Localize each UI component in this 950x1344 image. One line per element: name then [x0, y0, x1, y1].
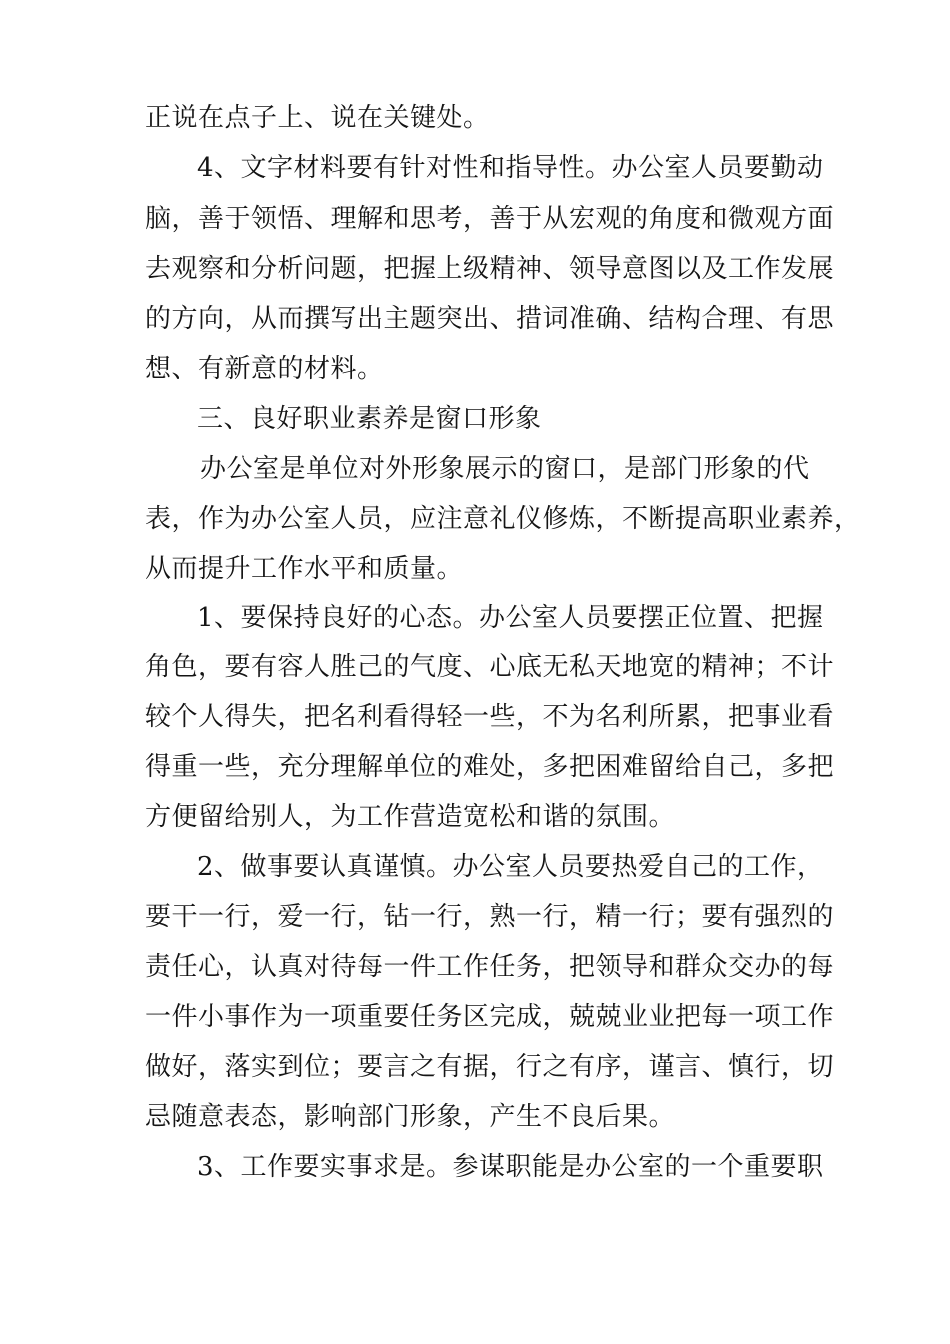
text-line: 3、工作要实事求是。参谋职能是办公室的一个重要职 [197, 1152, 824, 1182]
text-line: 角色，要有容人胜己的气度、心底无私天地宽的精神；不计 [145, 652, 835, 682]
text-line: 方便留给别人，为工作营造宽松和谐的氛围。 [145, 802, 676, 832]
text-line: 想、有新意的材料。 [145, 354, 384, 384]
section-heading: 三、良好职业素养是窗口形象 [197, 404, 542, 434]
text-line: 4、文字材料要有针对性和指导性。办公室人员要勤动 [197, 153, 824, 183]
text-line: 正说在点子上、说在关键处。 [145, 103, 490, 133]
text-line: 要干一行，爱一行，钻一行，熟一行，精一行；要有强烈的 [145, 902, 835, 932]
text-line: 责任心，认真对待每一件工作任务，把领导和群众交办的每 [145, 952, 835, 982]
text-line: 一件小事作为一项重要任务区完成，兢兢业业把每一项工作 [145, 1002, 835, 1032]
text-line: 脑，善于领悟、理解和思考，善于从宏观的角度和微观方面 [145, 204, 835, 234]
text-line: 1、要保持良好的心态。办公室人员要摆正位置、把握 [197, 603, 824, 633]
text-line: 忌随意表态，影响部门形象，产生不良后果。 [145, 1102, 676, 1132]
text-line: 做好，落实到位；要言之有据，行之有序，谨言、慎行，切 [145, 1052, 835, 1082]
text-line: 去观察和分析问题，把握上级精神、领导意图以及工作发展 [145, 254, 835, 284]
text-line: 表，作为办公室人员，应注意礼仪修炼，不断提高职业素养， [145, 504, 861, 534]
text-line: 得重一些，充分理解单位的难处，多把困难留给自己，多把 [145, 752, 835, 782]
text-line: 的方向，从而撰写出主题突出、措词准确、结构合理、有思 [145, 304, 835, 334]
text-line: 从而提升工作水平和质量。 [145, 554, 464, 584]
text-line: 办公室是单位对外形象展示的窗口，是部门形象的代 [200, 454, 810, 484]
text-line: 2、做事要认真谨慎。办公室人员要热爱自己的工作， [197, 852, 824, 882]
text-line: 较个人得失，把名利看得轻一些，不为名利所累，把事业看 [145, 702, 835, 732]
